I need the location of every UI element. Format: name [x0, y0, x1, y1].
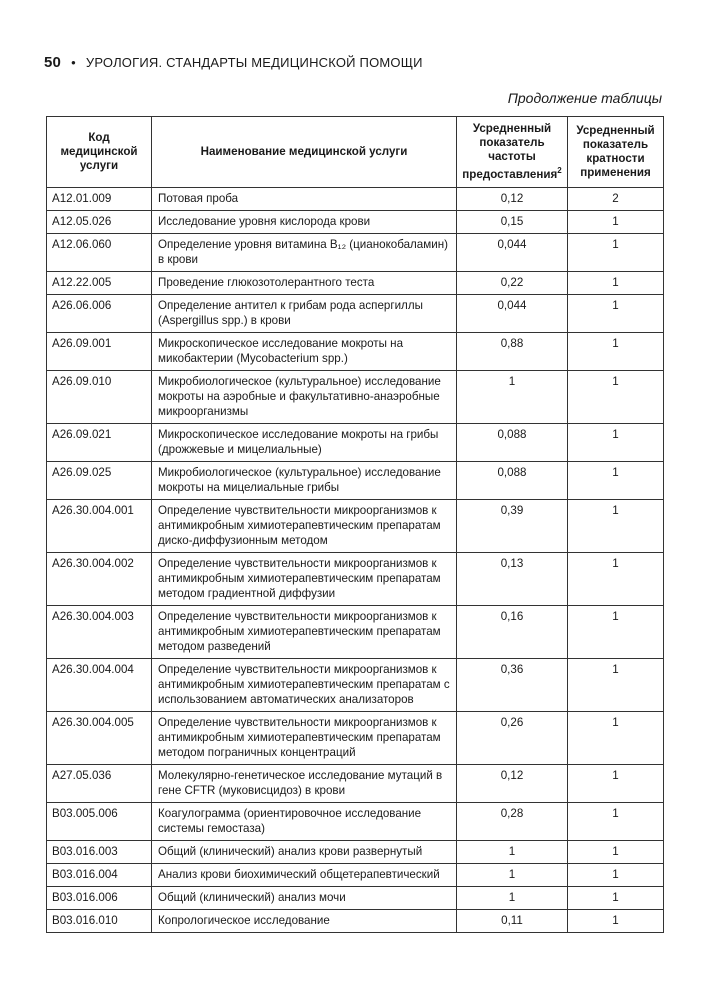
table-row [47, 606, 664, 659]
cell-frequency: 0,12 [457, 765, 568, 803]
running-head [44, 54, 423, 71]
cell-multiplicity: 1 [568, 424, 664, 462]
table-row [47, 234, 664, 272]
table-row [47, 712, 664, 765]
cell-multiplicity: 1 [568, 272, 664, 295]
cell-multiplicity: 1 [568, 606, 664, 659]
cell-frequency: 0,16 [457, 606, 568, 659]
table-row [47, 188, 664, 211]
table-row [47, 864, 664, 887]
table-row [47, 659, 664, 712]
cell-code: A26.30.004.004 [47, 659, 152, 712]
cell-multiplicity: 1 [568, 500, 664, 553]
table-row [47, 500, 664, 553]
cell-name: Микроскопическое исследование мокроты на микобактерии (Mycobacterium spp.) [152, 333, 457, 371]
cell-code: A26.09.001 [47, 333, 152, 371]
cell-multiplicity: 1 [568, 553, 664, 606]
cell-name: Общий (клинический) анализ крови развернутый [152, 841, 457, 864]
cell-name: Проведение глюкозотолерантного теста [152, 272, 457, 295]
table-header-row [47, 117, 664, 188]
cell-multiplicity: 1 [568, 712, 664, 765]
table-row [47, 803, 664, 841]
cell-multiplicity: 1 [568, 211, 664, 234]
cell-name: Определение антител к грибам рода аспергиллы (Aspergillus spp.) в крови [152, 295, 457, 333]
cell-code: B03.016.006 [47, 887, 152, 910]
cell-multiplicity: 1 [568, 864, 664, 887]
header-code: Код медицинской услуги [47, 117, 152, 188]
cell-multiplicity: 1 [568, 910, 664, 933]
cell-frequency: 0,39 [457, 500, 568, 553]
table-row [47, 910, 664, 933]
cell-frequency: 1 [457, 841, 568, 864]
cell-multiplicity: 1 [568, 803, 664, 841]
book-title: УРОЛОГИЯ. СТАНДАРТЫ МЕДИЦИНСКОЙ ПОМОЩИ [85, 55, 423, 70]
cell-name: Копрологическое исследование [152, 910, 457, 933]
cell-frequency: 0,22 [457, 272, 568, 295]
cell-name: Определение уровня витамина B₁₂ (цианокобаламин) в крови [152, 234, 457, 272]
cell-frequency: 0,28 [457, 803, 568, 841]
table-row [47, 371, 664, 424]
cell-name: Микроскопическое исследование мокроты на грибы (дрожжевые и мицелиальные) [152, 424, 457, 462]
cell-code: B03.016.004 [47, 864, 152, 887]
cell-multiplicity: 2 [568, 188, 664, 211]
cell-code: A26.30.004.001 [47, 500, 152, 553]
cell-frequency: 0,88 [457, 333, 568, 371]
footnote-mark: 2 [557, 166, 562, 176]
cell-name: Определение чувствительности микроорганизмов к антимикробным химиотерапевтическим препаратам с использованием автоматических анализаторов [152, 659, 457, 712]
cell-name: Анализ крови биохимический общетерапевтический [152, 864, 457, 887]
cell-name: Определение чувствительности микроорганизмов к антимикробным химиотерапевтическим препаратам методом градиентной диффузии [152, 553, 457, 606]
cell-frequency: 1 [457, 887, 568, 910]
header-frequency [457, 117, 568, 188]
cell-code: A26.30.004.003 [47, 606, 152, 659]
cell-code: A12.06.060 [47, 234, 152, 272]
table-row [47, 841, 664, 864]
services-table [46, 116, 664, 933]
cell-name: Микробиологическое (культуральное) исследование мокроты на аэробные и факультативно-анаэробные микроорганизмы [152, 371, 457, 424]
table-continuation-caption: Продолжение таблицы [507, 90, 662, 106]
cell-code: A12.05.026 [47, 211, 152, 234]
cell-frequency: 0,26 [457, 712, 568, 765]
cell-code: A26.09.021 [47, 424, 152, 462]
cell-name: Определение чувствительности микроорганизмов к антимикробным химиотерапевтическим препаратам методом разведений [152, 606, 457, 659]
cell-name: Определение чувствительности микроорганизмов к антимикробным химиотерапевтическим препаратам диско-диффузионным методом [152, 500, 457, 553]
cell-name: Потовая проба [152, 188, 457, 211]
cell-frequency: 1 [457, 864, 568, 887]
header-multiplicity: Усредненный показатель кратности применения [568, 117, 664, 188]
cell-frequency: 0,13 [457, 553, 568, 606]
cell-code: A12.22.005 [47, 272, 152, 295]
cell-multiplicity: 1 [568, 659, 664, 712]
cell-name: Исследование уровня кислорода крови [152, 211, 457, 234]
cell-multiplicity: 1 [568, 887, 664, 910]
cell-frequency: 0,15 [457, 211, 568, 234]
cell-name: Микробиологическое (культуральное) исследование мокроты на мицелиальные грибы [152, 462, 457, 500]
cell-code: A26.06.006 [47, 295, 152, 333]
cell-frequency: 0,044 [457, 295, 568, 333]
cell-code: B03.016.003 [47, 841, 152, 864]
cell-name: Коагулограмма (ориентировочное исследование системы гемостаза) [152, 803, 457, 841]
cell-frequency: 0,088 [457, 424, 568, 462]
cell-multiplicity: 1 [568, 371, 664, 424]
table-row [47, 211, 664, 234]
cell-multiplicity: 1 [568, 462, 664, 500]
table-row [47, 424, 664, 462]
cell-code: A26.30.004.005 [47, 712, 152, 765]
cell-multiplicity: 1 [568, 765, 664, 803]
cell-frequency: 1 [457, 371, 568, 424]
table-row [47, 333, 664, 371]
page-number: 50 [44, 54, 62, 71]
cell-multiplicity: 1 [568, 234, 664, 272]
cell-code: A26.09.025 [47, 462, 152, 500]
cell-code: A26.09.010 [47, 371, 152, 424]
table-row [47, 553, 664, 606]
cell-name: Общий (клинический) анализ мочи [152, 887, 457, 910]
cell-name: Определение чувствительности микроорганизмов к антимикробным химиотерапевтическим препаратам методом пограничных концентраций [152, 712, 457, 765]
cell-frequency: 0,088 [457, 462, 568, 500]
cell-code: A26.30.004.002 [47, 553, 152, 606]
header-name: Наименование медицинской услуги [152, 117, 457, 188]
cell-multiplicity: 1 [568, 333, 664, 371]
table-row [47, 462, 664, 500]
header-frequency-text: Усредненный показатель частоты предоставления [462, 122, 558, 181]
table-row [47, 887, 664, 910]
cell-code: B03.005.006 [47, 803, 152, 841]
cell-frequency: 0,044 [457, 234, 568, 272]
cell-code: A12.01.009 [47, 188, 152, 211]
cell-multiplicity: 1 [568, 841, 664, 864]
table-row [47, 765, 664, 803]
cell-frequency: 0,12 [457, 188, 568, 211]
cell-code: A27.05.036 [47, 765, 152, 803]
cell-code: B03.016.010 [47, 910, 152, 933]
cell-frequency: 0,36 [457, 659, 568, 712]
cell-name: Молекулярно-генетическое исследование мутаций в гене CFTR (муковисцидоз) в крови [152, 765, 457, 803]
cell-frequency: 0,11 [457, 910, 568, 933]
cell-multiplicity: 1 [568, 295, 664, 333]
table-row [47, 272, 664, 295]
table-row [47, 295, 664, 333]
header-bullet: • [71, 55, 76, 70]
